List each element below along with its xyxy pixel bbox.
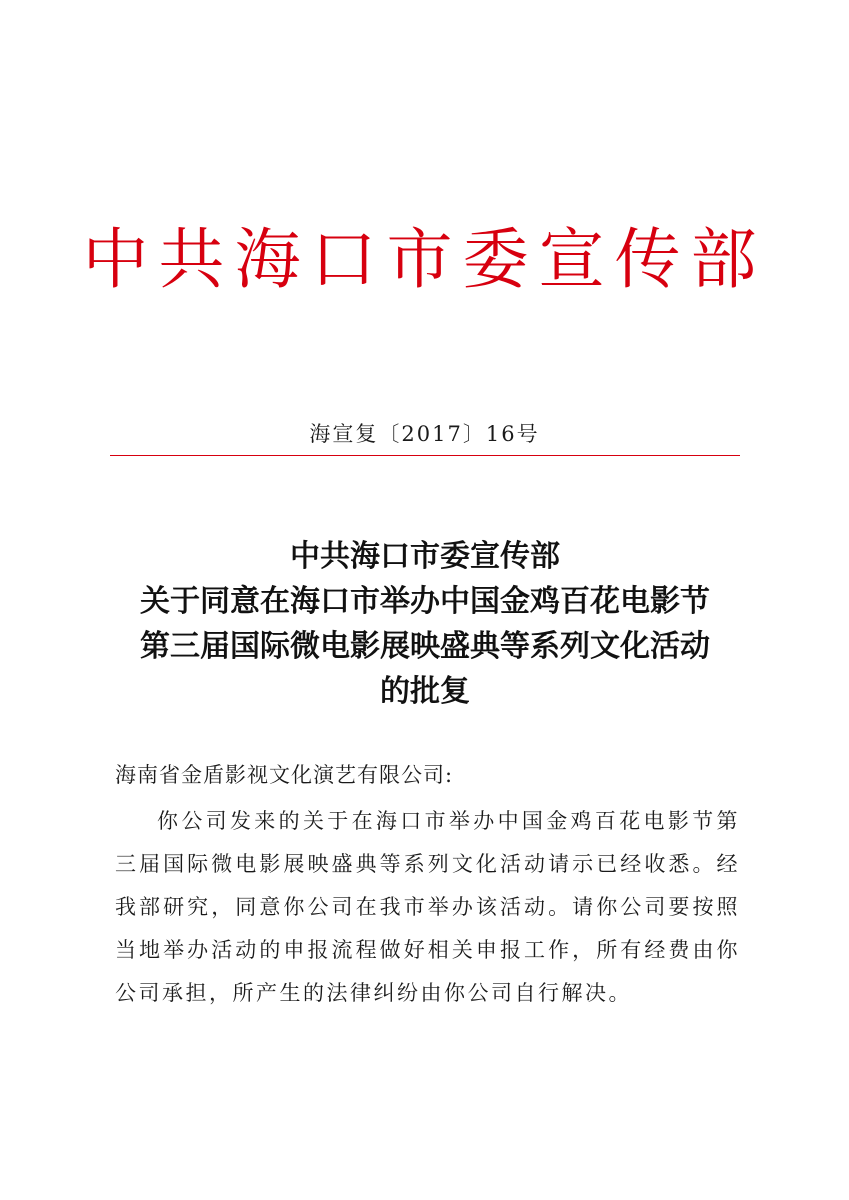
title-line-3: 第三届国际微电影展映盛典等系列文化活动 — [140, 629, 710, 664]
issuing-organization-header: 中共海口市委宣传部 — [82, 221, 767, 298]
red-divider-line — [110, 455, 740, 456]
title-line-4: 的批复 — [380, 674, 470, 709]
body-paragraph: 你公司发来的关于在海口市举办中国金鸡百花电影节第三届国际微电影展映盛典等系列文化活动请示已经收悉。经我部研究，同意你公司在我市举办该活动。请你公司要按照当地举办活动的申报流程做好相关申报工作，所有经费由你公司承担，所产生的法律纠纷由你公司自行解决。 — [115, 809, 740, 1005]
addressee: 海南省金盾影视文化演艺有限公司: — [115, 763, 454, 787]
document-number: 海宣复〔2017〕16号 — [309, 422, 540, 446]
title-line-1: 中共海口市委宣传部 — [290, 539, 560, 574]
document-title — [80, 534, 770, 714]
title-line-2: 关于同意在海口市举办中国金鸡百花电影节 — [140, 584, 710, 619]
